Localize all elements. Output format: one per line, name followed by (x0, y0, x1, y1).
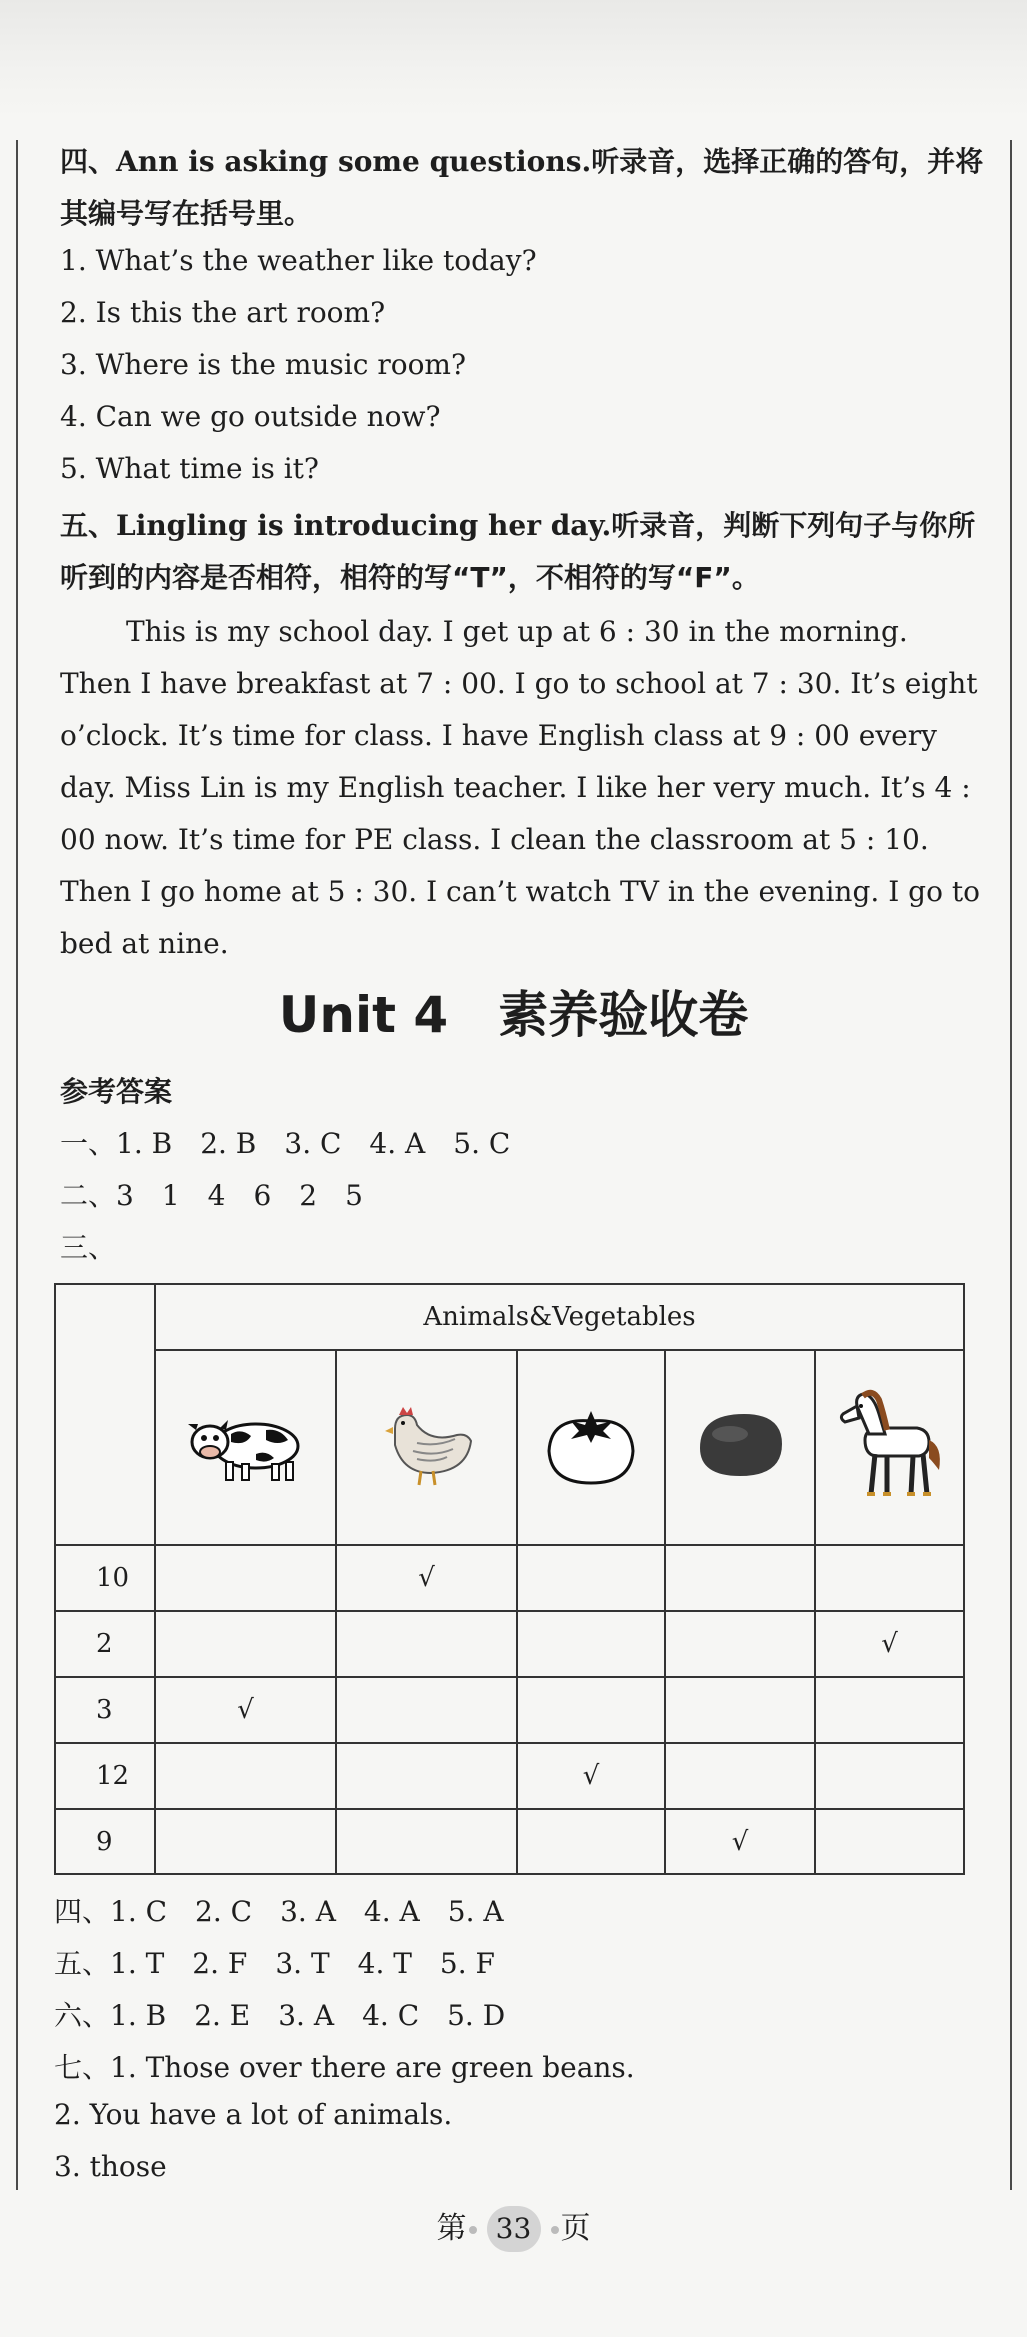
section4-heading-cont: 其编号写在括号里。 (60, 197, 313, 230)
unit-title-en: Unit 4 (278, 986, 449, 1044)
answer-q6: 六、1. B 2. E 3. A 4. C 5. D (54, 1999, 506, 2032)
table-cell (815, 1743, 964, 1809)
table-cell (155, 1743, 336, 1809)
col-hen (336, 1350, 517, 1545)
answer-q7-3: 3. those (54, 2150, 167, 2183)
table-cell (517, 1677, 665, 1743)
passage-line: day. Miss Lin is my English teacher. I like her very much. It’s 4 : (60, 771, 971, 804)
row-number: 9 (55, 1809, 155, 1874)
row-number: 10 (55, 1545, 155, 1611)
table-cell (155, 1545, 336, 1611)
table-cell (155, 1611, 336, 1677)
answer-q3-label: 三、 (60, 1231, 117, 1264)
left-margin-rule (16, 140, 18, 2190)
table-cell (815, 1809, 964, 1874)
check-mark: √ (336, 1545, 517, 1611)
section5-heading-cont: 听到的内容是否相符，相符的写“T”，不相符的写“F”。 (60, 561, 760, 594)
animals-vegetables-table (54, 1283, 965, 1875)
answer-q5: 五、1. T 2. F 3. T 4. T 5. F (54, 1947, 495, 1980)
hen-icon (377, 1399, 477, 1489)
table-cell (155, 1809, 336, 1874)
check-mark: √ (665, 1809, 815, 1874)
page-number: 33 (487, 2206, 541, 2252)
answer-q1: 一、1. B 2. B 3. C 4. A 5. C (60, 1127, 511, 1160)
answer-q2: 二、3 1 4 6 2 5 (60, 1179, 363, 1212)
passage-line: o’clock. It’s time for class. I have English class at 9 : 00 every (60, 719, 937, 752)
table-cell (665, 1677, 815, 1743)
section4-question-3: 3. Where is the music room? (60, 348, 466, 381)
table-cell (665, 1743, 815, 1809)
answer-q7-1: 七、1. Those over there are green beans. (54, 2051, 635, 2084)
check-mark: √ (155, 1677, 336, 1743)
table-cell (517, 1611, 665, 1677)
col-tomato (517, 1350, 665, 1545)
passage-line: This is my school day. I get up at 6 : 30 in the morning. (126, 615, 908, 648)
table-cell (336, 1809, 517, 1874)
table-cell (517, 1545, 665, 1611)
row-number: 2 (55, 1611, 155, 1677)
check-mark: √ (517, 1743, 665, 1809)
horse-icon (835, 1384, 945, 1504)
section4-heading (60, 140, 983, 180)
table-cell (815, 1677, 964, 1743)
table-cell (336, 1611, 517, 1677)
table-corner-cell (55, 1284, 155, 1545)
scan-top-band (0, 0, 1027, 120)
section4-heading-en: 四、Ann is asking some questions. (60, 145, 592, 178)
right-margin-rule (1010, 140, 1012, 2190)
table-cell (336, 1677, 517, 1743)
passage-line: Then I go home at 5 : 30. I can’t watch TV in the evening. I go to (60, 875, 980, 908)
section5-heading (60, 504, 975, 544)
page-footer (0, 2203, 1027, 2252)
answer-q4: 四、1. C 2. C 3. A 4. A 5. A (54, 1895, 504, 1928)
section4-heading-cn: 听录音，选择正确的答句，并将 (591, 145, 984, 178)
section5-heading-en: 五、Lingling is introducing her day. (60, 509, 612, 542)
col-cow (155, 1350, 336, 1545)
check-mark: √ (815, 1611, 964, 1677)
table-cell (665, 1545, 815, 1611)
row-number: 12 (55, 1743, 155, 1809)
footer-prefix: 第 (436, 2211, 467, 2246)
footer-suffix: 页 (560, 2211, 591, 2246)
cow-icon (186, 1404, 306, 1484)
table-cell (517, 1809, 665, 1874)
table-cell (336, 1743, 517, 1809)
table-cell (815, 1545, 964, 1611)
table-header: Animals&Vegetables (155, 1284, 964, 1350)
table-cell (665, 1611, 815, 1677)
col-horse (815, 1350, 964, 1545)
tomato-icon (541, 1399, 641, 1489)
passage-line: 00 now. It’s time for PE class. I clean the classroom at 5 : 10. (60, 823, 929, 856)
col-potato (665, 1350, 815, 1545)
section4-question-1: 1. What’s the weather like today? (60, 244, 537, 277)
unit-title (0, 975, 1027, 1047)
section4-question-2: 2. Is this the art room? (60, 296, 386, 329)
passage-line: Then I have breakfast at 7 : 00. I go to school at 7 : 30. It’s eight (60, 667, 978, 700)
potato-icon (690, 1404, 790, 1484)
row-number: 3 (55, 1677, 155, 1743)
answer-q7-2: 2. You have a lot of animals. (54, 2098, 453, 2131)
answers-label: 参考答案 (60, 1075, 173, 1108)
passage-line: bed at nine. (60, 927, 229, 960)
section4-question-4: 4. Can we go outside now? (60, 400, 441, 433)
section5-passage (60, 606, 980, 970)
section5-heading-cn: 听录音，判断下列句子与你所 (611, 509, 976, 542)
section4-question-5: 5. What time is it? (60, 452, 319, 485)
unit-title-cn: 素养验收卷 (498, 986, 749, 1044)
